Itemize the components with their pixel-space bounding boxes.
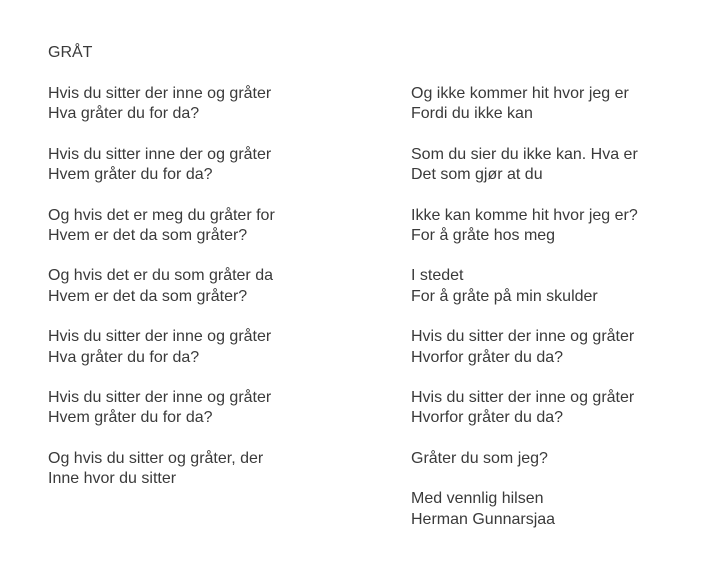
poem-line: Inne hvor du sitter <box>48 470 177 488</box>
poem-line: Hvem er det da som gråter? <box>48 287 248 305</box>
stanza <box>411 388 711 429</box>
stanza <box>411 449 711 469</box>
stanza <box>48 388 378 429</box>
poem-line: Hvem er det da som gråter? <box>48 227 248 245</box>
stanza <box>48 84 378 125</box>
poem-line: Ikke kan komme hit hvor jeg er? <box>411 206 638 224</box>
poem-line: Og ikke kommer hit hvor jeg er <box>411 85 629 102</box>
poem-line: Fordi du ikke kan <box>411 105 533 123</box>
poem-line: Hvem gråter du for da? <box>48 166 213 184</box>
poem-line: Hva gråter du for da? <box>48 105 200 123</box>
poem-line: Hvis du sitter der inne og gråter <box>48 85 272 102</box>
poem-line: Hvis du sitter inne der og gråter <box>48 145 272 163</box>
stanza <box>411 84 711 125</box>
stanza <box>48 327 378 368</box>
signature-block <box>411 489 711 530</box>
poem-line: Som du sier du ikke kan. Hva er <box>411 145 638 163</box>
poem-line: Hvem gråter du for da? <box>48 409 213 427</box>
author-name: Herman Gunnarsjaa <box>411 510 556 528</box>
closing-greeting: Med vennlig hilsen <box>411 490 544 508</box>
stanza <box>411 327 711 368</box>
stanza <box>48 206 378 247</box>
poem-line: Hvis du sitter der inne og gråter <box>411 389 635 407</box>
stanza <box>48 145 378 186</box>
poem-column-left <box>48 84 378 510</box>
poem-column-right <box>411 84 711 550</box>
poem-line: Hvis du sitter der inne og gråter <box>411 328 635 346</box>
poem-line: I stedet <box>411 267 464 285</box>
poem-line: Og hvis det er du som gråter da <box>48 267 273 285</box>
poem-line: Hvorfor gråter du da? <box>411 348 564 366</box>
stanza <box>48 266 378 307</box>
poem-line: Og hvis det er meg du gråter for <box>48 206 275 224</box>
poem-line: Hva gråter du for da? <box>48 348 200 366</box>
poem-line: Og hvis du sitter og gråter, der <box>48 449 264 467</box>
poem-line: For å gråte hos meg <box>411 227 556 245</box>
stanza <box>48 449 378 490</box>
poem-line: Hvis du sitter der inne og gråter <box>48 328 272 346</box>
poem-line: Det som gjør at du <box>411 166 543 184</box>
poem-line: Hvis du sitter der inne og gråter <box>48 389 272 407</box>
poem-line: For å gråte på min skulder <box>411 287 598 305</box>
poem-line: Gråter du som jeg? <box>411 449 548 467</box>
stanza <box>411 145 711 186</box>
stanza <box>411 266 711 307</box>
poem-title: GRÅT <box>48 44 93 61</box>
poem-line: Hvorfor gråter du da? <box>411 409 564 427</box>
stanza <box>411 206 711 247</box>
